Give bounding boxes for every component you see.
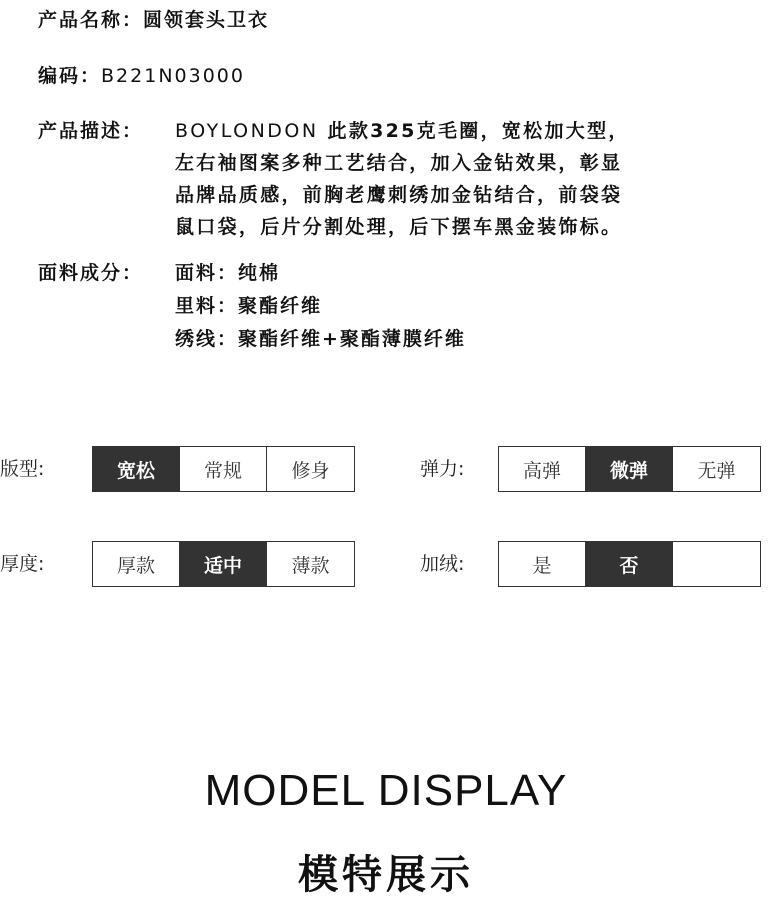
desc-brand: BOYLONDON (175, 120, 319, 142)
section-title-cn: 模特展示 (298, 852, 474, 898)
product-desc-row (38, 115, 143, 147)
product-code-label: 编码： (38, 65, 102, 87)
product-desc-label: 产品描述： (38, 120, 144, 142)
elasticity-option-slight[interactable]: 微弹 (586, 447, 673, 491)
desc-line (175, 115, 630, 147)
thickness-option-thick[interactable]: 厚款 (93, 542, 180, 586)
product-code-value: B221N03000 (101, 65, 245, 87)
fleece-option-empty (673, 542, 760, 586)
fleece-label: 加绒: (420, 553, 465, 575)
product-code-row (38, 60, 245, 92)
desc-line-3: 鼠口袋，后片分割处理，后下摆车黑金装饰标。 (175, 216, 623, 238)
desc-line-1: 左右袖图案多种工艺结合，加入金钻效果，彰显 (175, 152, 623, 174)
fabric-line-1: 里料：聚酯纤维 (175, 295, 323, 317)
fleece-option-yes[interactable]: 是 (499, 542, 586, 586)
thickness-selector (92, 541, 355, 587)
fit-option-loose[interactable]: 宽松 (93, 447, 180, 491)
elasticity-label: 弹力: (420, 458, 465, 480)
fit-label: 版型: (0, 458, 45, 480)
fabric-line-2: 绣线：聚酯纤维+聚酯薄膜纤维 (175, 328, 466, 350)
thickness-option-thin[interactable]: 薄款 (267, 542, 354, 586)
thickness-option-medium[interactable]: 适中 (180, 542, 267, 586)
thickness-label: 厚度: (0, 553, 45, 575)
section-title-en: MODEL DISPLAY (204, 766, 568, 815)
product-name-value: 圆领套头卫衣 (143, 9, 270, 31)
desc-line-0: 此款325克毛圈，宽松加大型， (318, 120, 630, 142)
fit-option-slim[interactable]: 修身 (267, 447, 354, 491)
elasticity-option-high[interactable]: 高弹 (499, 447, 586, 491)
elasticity-option-none[interactable]: 无弹 (673, 447, 760, 491)
product-desc-text (175, 115, 630, 243)
desc-line-2: 品牌品质感，前胸老鹰刺绣加金钻结合，前袋袋 (175, 184, 623, 206)
fabric-composition (175, 257, 466, 356)
product-name-row (38, 4, 269, 36)
elasticity-selector (498, 446, 761, 492)
fabric-row (38, 257, 143, 289)
fleece-selector (498, 541, 761, 587)
fabric-label: 面料成分： (38, 262, 144, 284)
product-name-label: 产品名称： (38, 9, 144, 31)
fabric-line-0: 面料：纯棉 (175, 262, 281, 284)
fit-selector (92, 446, 355, 492)
fit-option-regular[interactable]: 常规 (180, 447, 267, 491)
fleece-option-no[interactable]: 否 (586, 542, 673, 586)
